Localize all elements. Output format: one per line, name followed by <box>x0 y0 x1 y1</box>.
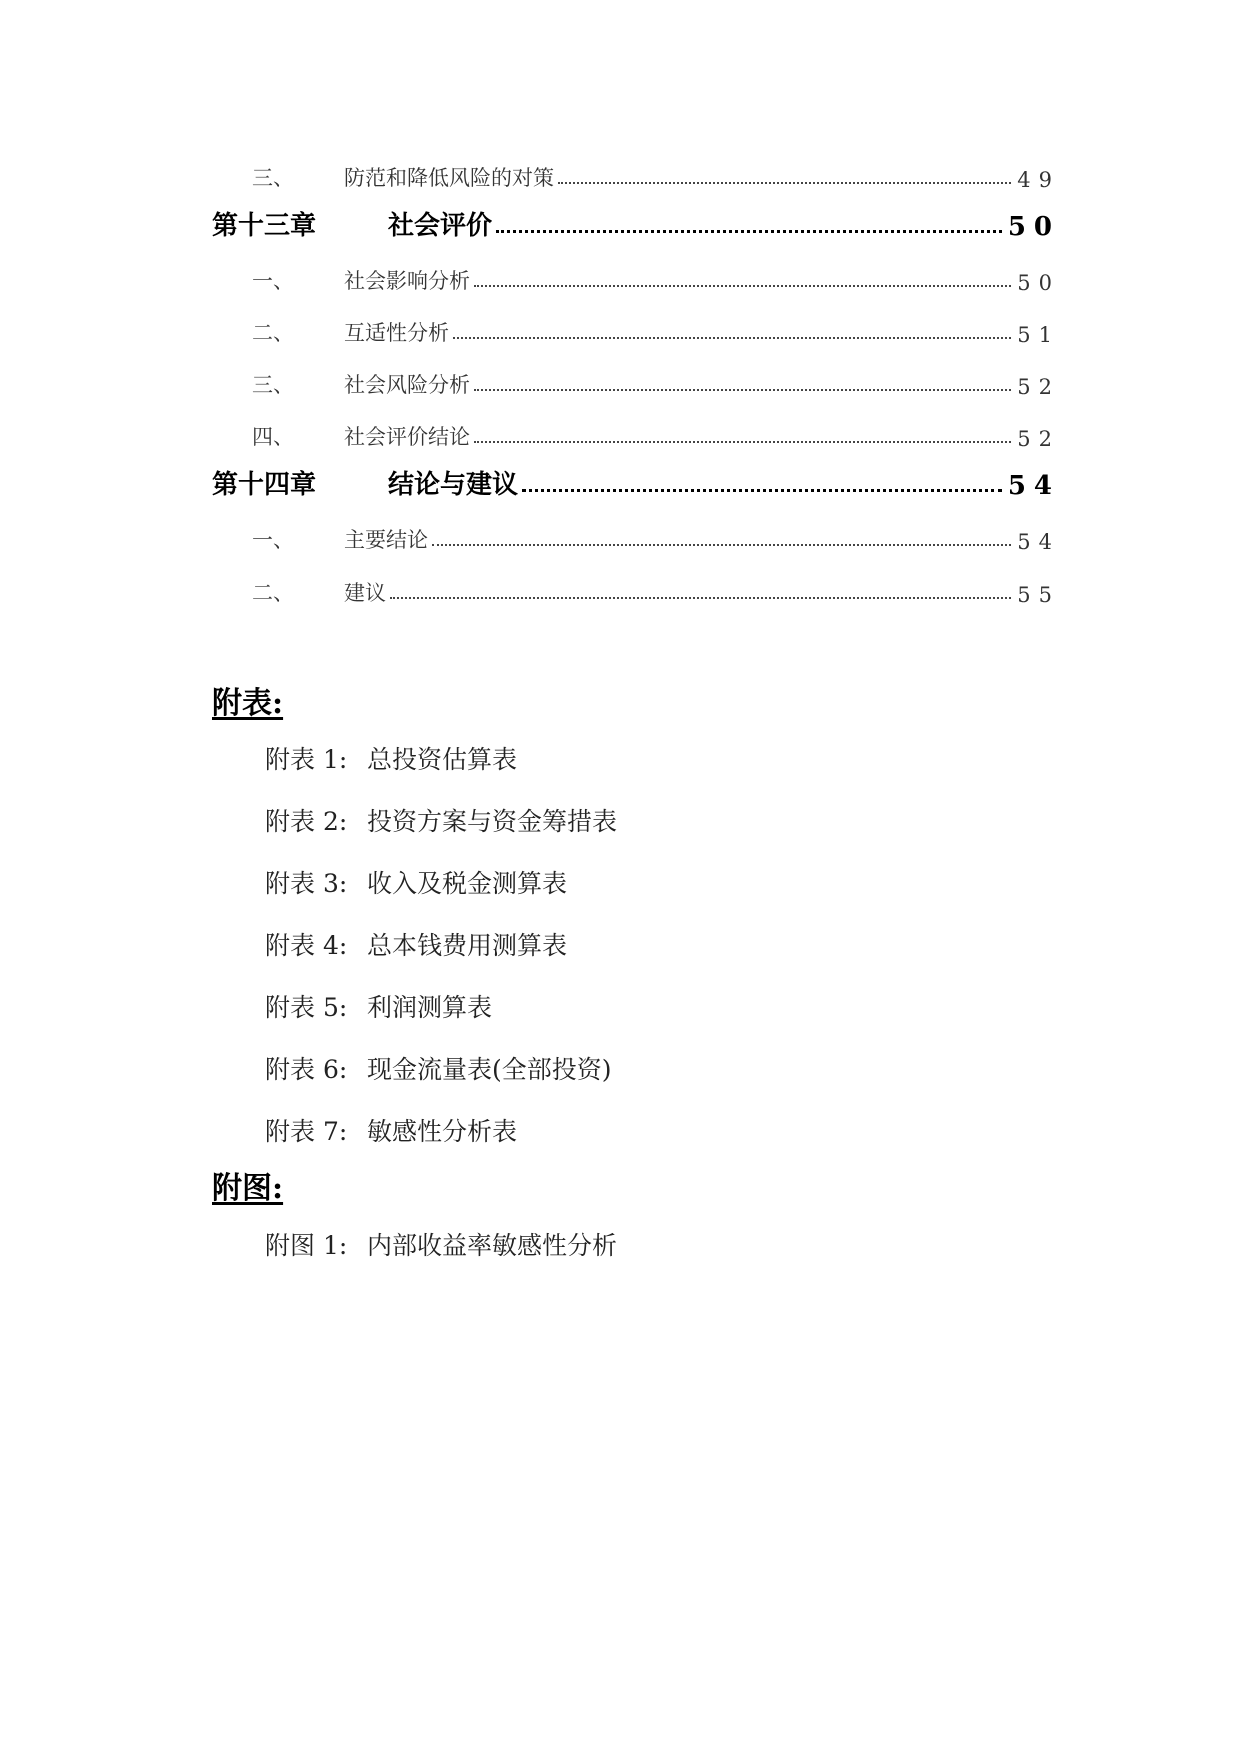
toc-dot-leader <box>496 230 1002 233</box>
toc-entry[interactable] <box>252 158 1060 192</box>
toc-dot-leader <box>453 337 1011 339</box>
toc-entry-title: 社会评价结论 <box>344 425 470 449</box>
toc-entry-number: 一、 <box>252 528 294 552</box>
appendix-table-label: 附表 7: <box>265 1117 348 1146</box>
toc-chapter-title: 结论与建议 <box>388 470 519 500</box>
appendix-table-label: 附表 3: <box>265 869 348 898</box>
appendix-table-item <box>265 1112 517 1148</box>
toc-chapter-page: 50 <box>1007 212 1060 242</box>
toc-dot-leader <box>474 441 1011 443</box>
toc-entry-number: 二、 <box>252 581 294 605</box>
toc-entry[interactable] <box>252 313 1060 347</box>
appendix-table-title: 敏感性分析表 <box>367 1117 518 1146</box>
appendix-table-label: 附表 2: <box>265 807 348 836</box>
appendix-table-label: 附表 6: <box>265 1055 348 1084</box>
appendix-table-item <box>265 740 517 776</box>
appendix-figure-title: 内部收益率敏感性分析 <box>367 1231 618 1260</box>
toc-entry-page: 50 <box>1017 271 1060 295</box>
toc-chapter-page: 54 <box>1007 471 1060 501</box>
toc-dot-leader <box>474 389 1011 391</box>
toc-entry[interactable] <box>252 417 1060 451</box>
appendix-table-item <box>265 864 567 900</box>
toc-entry-title: 防范和降低风险的对策 <box>344 166 554 190</box>
appendix-table-title: 总本钱费用测算表 <box>367 931 568 960</box>
toc-dot-leader <box>558 182 1011 184</box>
toc-entry-number: 一、 <box>252 269 294 293</box>
appendix-figures-heading: 附图: <box>212 1171 284 1206</box>
appendix-table-label: 附表 4: <box>265 931 348 960</box>
appendix-table-item <box>265 988 492 1024</box>
appendix-figure-label: 附图 1: <box>265 1231 348 1260</box>
toc-chapter-number: 第十三章 <box>212 211 317 241</box>
appendix-tables-heading: 附表: <box>212 686 284 721</box>
appendix-table-label: 附表 1: <box>265 745 348 774</box>
toc-chapter-entry[interactable] <box>212 208 1060 242</box>
toc-entry-page: 49 <box>1017 168 1060 192</box>
toc-entry-page: 52 <box>1017 427 1060 451</box>
toc-entry-number: 二、 <box>252 321 294 345</box>
toc-dot-leader <box>432 544 1011 546</box>
appendix-table-item <box>265 1050 612 1086</box>
toc-entry-page: 55 <box>1017 583 1060 607</box>
toc-entry[interactable] <box>252 520 1060 554</box>
toc-entry[interactable] <box>252 573 1060 607</box>
appendix-figure-item <box>265 1226 617 1262</box>
toc-entry-title: 互适性分析 <box>344 321 449 345</box>
appendix-table-title: 利润测算表 <box>367 993 493 1022</box>
toc-entry-title: 社会影响分析 <box>344 269 470 293</box>
toc-entry-title: 主要结论 <box>344 528 428 552</box>
appendix-table-title: 现金流量表(全部投资) <box>367 1055 612 1084</box>
toc-entry-number: 三、 <box>252 166 294 190</box>
toc-entry-number: 四、 <box>252 425 294 449</box>
appendix-table-title: 投资方案与资金筹措表 <box>367 807 618 836</box>
toc-entry-page: 54 <box>1017 530 1060 554</box>
appendix-table-item <box>265 926 567 962</box>
appendix-table-item <box>265 802 617 838</box>
toc-entry-page: 51 <box>1017 323 1060 347</box>
toc-entry-title: 社会风险分析 <box>344 373 470 397</box>
toc-entry-number: 三、 <box>252 373 294 397</box>
toc-entry-page: 52 <box>1017 375 1060 399</box>
toc-dot-leader <box>474 285 1011 287</box>
toc-chapter-number: 第十四章 <box>212 470 317 500</box>
appendix-table-title: 总投资估算表 <box>367 745 518 774</box>
toc-entry[interactable] <box>252 365 1060 399</box>
toc-chapter-entry[interactable] <box>212 467 1060 501</box>
toc-entry[interactable] <box>252 261 1060 295</box>
toc-chapter-title: 社会评价 <box>388 211 493 241</box>
appendix-table-label: 附表 5: <box>265 993 348 1022</box>
appendix-table-title: 收入及税金测算表 <box>367 869 568 898</box>
toc-dot-leader <box>522 489 1002 492</box>
toc-entry-title: 建议 <box>344 581 386 605</box>
toc-dot-leader <box>390 597 1011 599</box>
